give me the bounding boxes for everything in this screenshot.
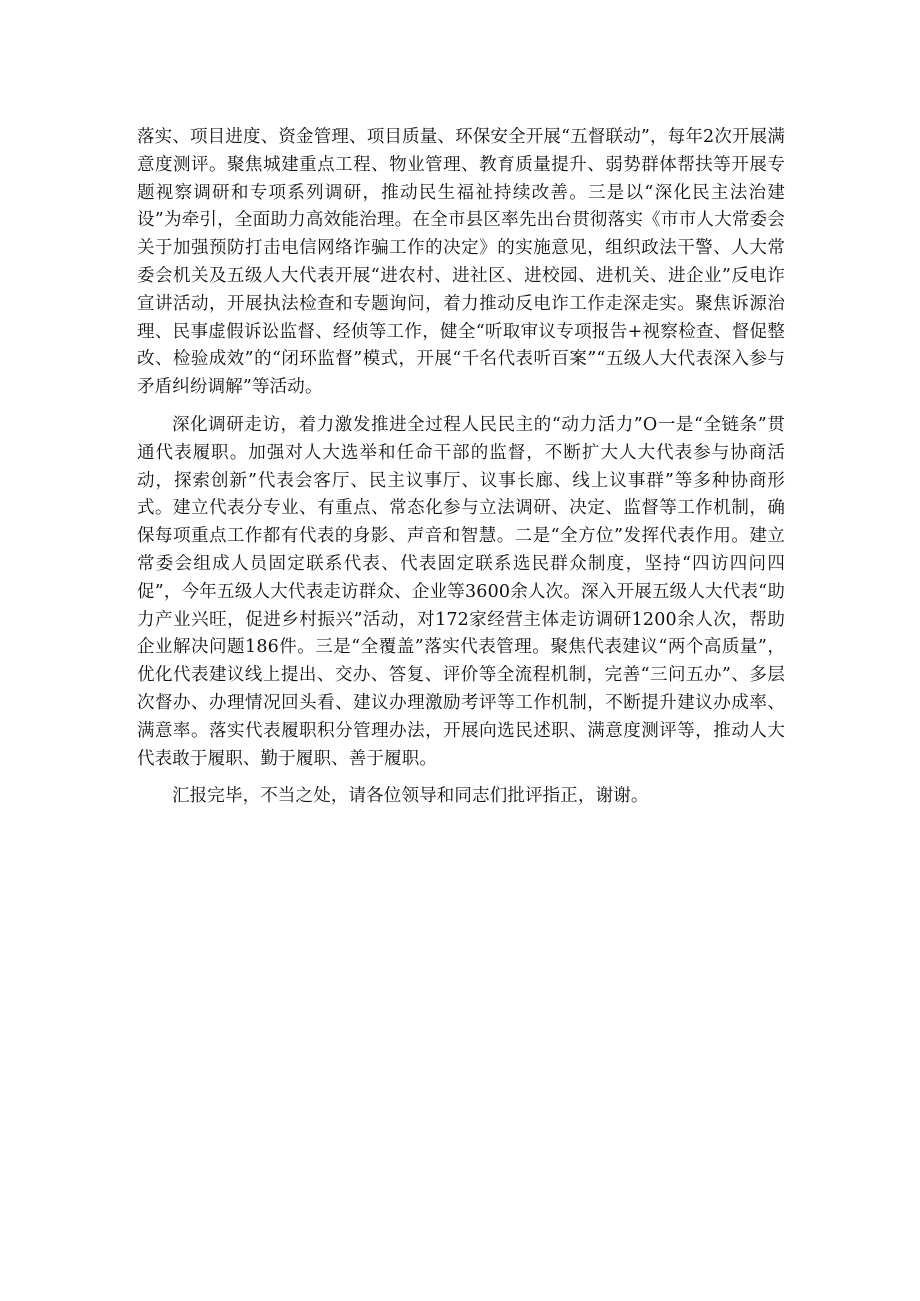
paragraph-continued: 落实、项目进度、资金管理、项目质量、环保安全开展“五督联动”，每年2次开展满意度测评。聚焦城建重点工程、物业管理、教育质量提升、弱势群体帮扶等开展专题视察调研和专项系列调研，推动民生福祉持续改善。三是以“深化民主法治建设”为牵引，全面助力高效能治理。在全市县区率先出台贯彻落实《市市人大常委会关于加强预防打击电信网络诈骗工作的决定》的实施意见，组织政法干警、人大常委会机关及五级人大代表开展“进农村、进社区、进校园、进机关、进企业”反电诈宣讲活动，开展执法检查和专题询问，着力推动反电诈工作走深走实。聚焦诉源治理、民事虚假诉讼监督、经侦等工作，健全“听取审议专项报告+视察检查、督促整改、检验成效”的“闭环监督”模式，开展“千名代表听百案”“五级人大代表深入参与矛盾纠纷调解”等活动。: [137, 127, 785, 398]
paragraph-closing: 汇报完毕，不当之处，请各位领导和同志们批评指正，谢谢。: [172, 786, 649, 807]
paragraph-representatives: 深化调研走访，着力激发推进全过程人民民主的“动力活力”O一是“全链条”贯通代表履职。加强对人大选举和任命干部的监督，不断扩大人大代表参与协商活动，探索创新”代表会客厅、民主议事厅、议事长廊、线上议事群”等多种协商形式。建立代表分专业、有重点、常态化参与立法调研、决定、监督等工作机制，确保每项重点工作都有代表的身影、声音和智慧。二是“全方位”发挥代表作用。建立常委会组成人员固定联系代表、代表固定联系选民群众制度，坚持“四访四问四促”，今年五级人大代表走访群众、企业等3600余人次。深入开展五级人大代表“助力产业兴旺，促进乡村振兴”活动，对172家经营主体走访调研1200余人次，帮助企业解决问题186件。三是“全覆盖”落实代表管理。聚焦代表建议“两个高质量”，优化代表建议线上提出、交办、答复、评价等全流程机制，完善“三问五办”、多层次督办、办理情况回头看、建议办理激励考评等工作机制，不断提升建议办成率、满意率。落实代表履职积分管理办法，开展向选民述职、满意度测评等，推动人大代表敢于履职、勤于履职、善于履职。: [137, 414, 785, 769]
document-body: [137, 124, 785, 811]
